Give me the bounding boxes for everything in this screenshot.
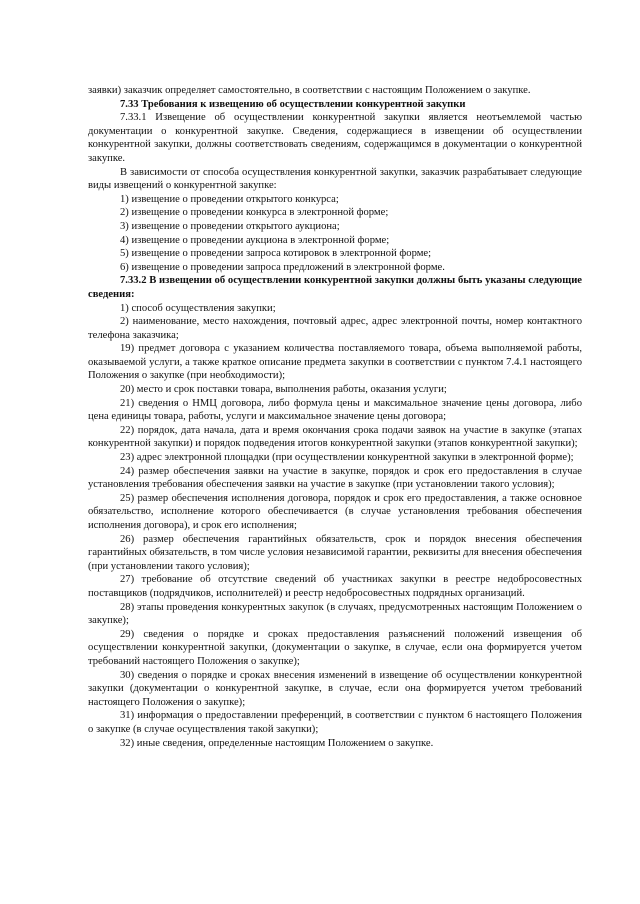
list-item: 32) иные сведения, определенные настоящим Положением о закупке. xyxy=(120,737,434,749)
document-page xyxy=(88,84,582,750)
section-heading: 7.33 Требования к извещению об осуществлении конкурентной закупки xyxy=(120,98,466,110)
notice-type-item: 3) извещение о проведении открытого аукциона; xyxy=(120,220,340,232)
paragraph-notice-types: В зависимости от способа осуществления конкурентной закупки, заказчик разрабатывает следующие виды извещений о конкурентной закупке: xyxy=(88,166,582,192)
list-item: 29) сведения о порядке и сроках предоставления разъяснений положений извещения об осуществлении конкурентной закупки, (документации о закупке, в случае, если она формируется учетом требований настоящего Положения о закупке); xyxy=(88,628,582,667)
list-item: 23) адрес электронной площадки (при осуществлении конкурентной закупки в электронной форме); xyxy=(120,452,574,464)
list-item: 27) требование об отсутствие сведений об участниках закупки в реестре недобросовестных поставщиков (подрядчиков, исполнителей) и реестр недобросовестных подрядных организаций. xyxy=(88,574,582,599)
notice-type-item: 2) извещение о проведении конкурса в электронной форме; xyxy=(120,207,389,219)
intro-paragraph: заявки) заказчик определяет самостоятельно, в соответствии с настоящим Положением о закупке. xyxy=(88,85,531,96)
list-item: 31) информация о предоставлении преференций, в соответствии с пунктом 6 настоящего Положения о закупке (в случае осуществления такой закупки); xyxy=(88,710,582,735)
list-item: 20) место и срок поставки товара, выполнения работы, оказания услуги; xyxy=(120,384,447,396)
notice-type-item: 6) извещение о проведении запроса предложений в электронной форме. xyxy=(120,261,445,273)
notice-type-item: 5) извещение о проведении запроса котировок в электронной форме; xyxy=(120,248,432,260)
list-item: 30) сведения о порядке и сроках внесения изменений в извещение об осуществлении конкурентной закупки (документации о конкурентной закупке, в случае, если она формируется учетом требований настоящего Положения о закупке); xyxy=(88,669,582,708)
list-item: 19) предмет договора с указанием количества поставляемого товара, объема выполняемой работы, оказываемой услуги, а также краткое описание предмета закупки в соответствии с пунктом 7.4.1 настоящего Положения о закупке (при необходимости); xyxy=(88,343,582,382)
notice-type-item: 1) извещение о проведении открытого конкурса; xyxy=(120,193,339,205)
notice-type-item: 4) извещение о проведении аукциона в электронной форме; xyxy=(120,234,390,246)
list-item: 22) порядок, дата начала, дата и время окончания срока подачи заявок на участие в закупке (этапах конкурентной закупки) и порядок подведения итогов конкурентной закупки (этапов конкурентной закупки); xyxy=(88,424,582,450)
list-item: 21) сведения о НМЦ договора, либо формула цены и максимальное значение цены договора, либо цена единицы товара, работы, услуги и максимальное значение цены договора; xyxy=(88,397,582,423)
list-item: 1) способ осуществления закупки; xyxy=(120,302,276,314)
list-item: 25) размер обеспечения исполнения договора, порядок и срок его предоставления, а также основное обязательство, исполнение которого обеспечивается (в случае установления требования обеспечения исполнения договора), и срок его исполнения; xyxy=(88,492,582,531)
list-item: 28) этапы проведения конкурентных закупок (в случаях, предусмотренных настоящим Положением о закупке); xyxy=(88,601,582,627)
list-item: 24) размер обеспечения заявки на участие в закупке, порядок и срок его предоставления в случае установления требования обеспечения заявки на участие в закупке (при установлении такого условия); xyxy=(88,465,582,491)
paragraph-7-33-1: 7.33.1 Извещение об осуществлении конкурентной закупки является неотъемлемой частью документации о конкурентной закупке. Сведения, содержащиеся в извещении об осуществлении конкурентной закупки, должны соответствовать сведениям, содержащимся в документации о конкурентной закупке. xyxy=(88,112,582,164)
list-item: 26) размер обеспечения гарантийных обязательств, срок и порядок внесения обеспечения гарантийных обязательств, в том числе условия независимой гарантии, реквизиты для внесения обеспечения (при установлении такого условия); xyxy=(88,533,582,572)
list-item: 2) наименование, место нахождения, почтовый адрес, адрес электронной почты, номер контактного телефона заказчика; xyxy=(88,316,582,341)
paragraph-7-33-2: 7.33.2 В извещении об осуществлении конкурентной закупки должны быть указаны следующие сведения: xyxy=(88,275,582,300)
